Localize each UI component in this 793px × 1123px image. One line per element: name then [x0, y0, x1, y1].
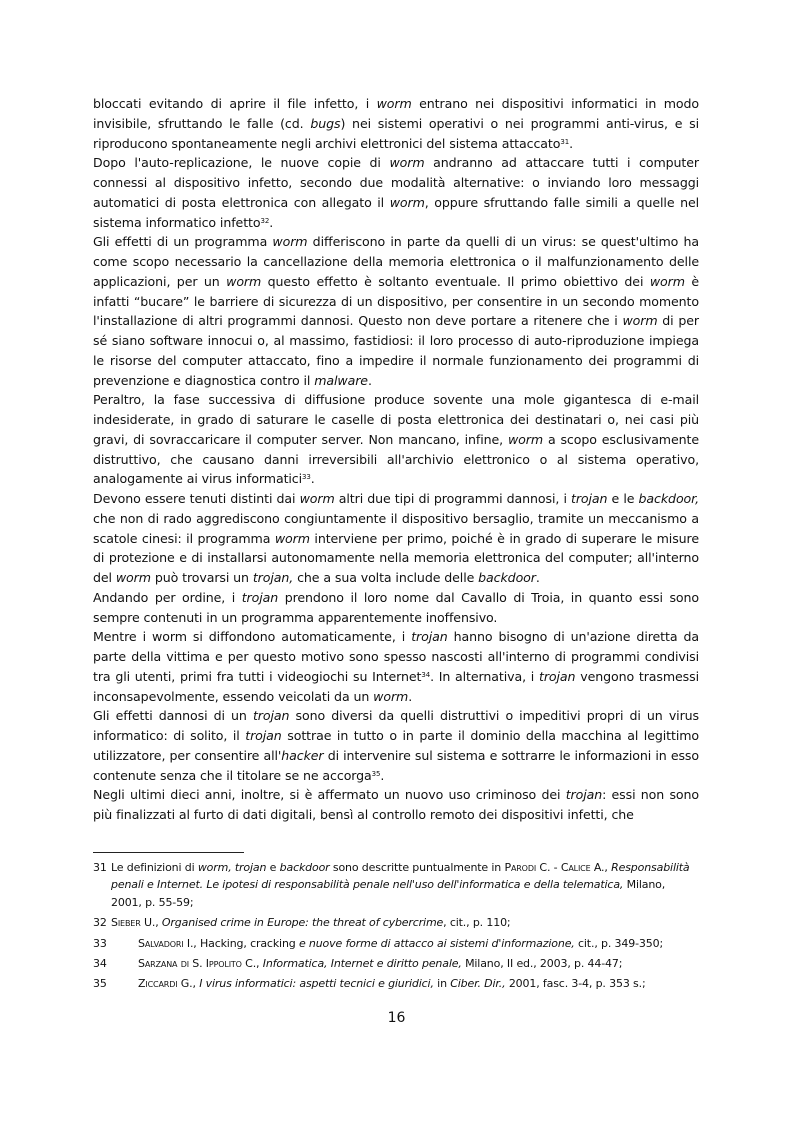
author-name: Sarzana di S. Ippolito: [138, 957, 242, 971]
text-run: Andando per ordine, i: [93, 589, 242, 605]
footnote-ref[interactable]: 32: [260, 216, 270, 225]
footnotes: [93, 859, 699, 996]
footnote-number: 31: [93, 861, 107, 874]
text-run: di per sé siano software innocui o, al massimo, fastidiosi: il loro processo di auto-riproduzione impiega le risorse del computer attaccato, fino a impedire il normale funzionamento dei programmi di prevenzione e diagnostica contro il: [93, 313, 699, 388]
italic-term: worm: [299, 491, 335, 506]
text-run: .: [310, 471, 315, 487]
text-run: , oppure sfruttando falle simili a quelle nel sistema informatico infetto: [93, 194, 699, 230]
footnote-31: [93, 859, 699, 911]
work-title: Informatica, Internet e diritto penale,: [262, 957, 462, 971]
italic-term: trojan,: [252, 570, 294, 585]
text-run: prendono il loro nome dal Cavallo di Troia, in quanto essi sono sempre contenuti in un programma apparentemente inoffensivo.: [93, 589, 699, 625]
text-run: : essi non sono più finalizzati al furto di dati digitali, bensì al controllo remoto dei dispositivi infetti, che: [93, 787, 699, 822]
italic-term: worm: [272, 234, 308, 250]
italic-term: backdoor: [279, 861, 330, 874]
italic-term: trojan: [245, 728, 282, 743]
italic-term: bugs: [310, 115, 341, 131]
text-run: .: [380, 767, 385, 783]
text-run: sono descritte puntualmente in: [329, 861, 505, 874]
italic-term: worm: [622, 313, 658, 329]
paragraph-2: [93, 153, 699, 232]
text-run: di intervenire sul sistema e sottrarre le informazioni in esso contenute senza che il titolare se ne accorga: [93, 747, 699, 783]
paragraph-5: [93, 489, 699, 588]
text-run: ) nei sistemi operativi o nei programmi anti-virus, e si riproducono spontaneamente negli archivi elettronici del sistema attaccato: [93, 115, 699, 151]
text-run: può trovarsi un: [150, 570, 253, 585]
work-title: e nuove forme di attacco ai sistemi d'informazione,: [298, 936, 575, 950]
text-run: .: [367, 372, 372, 388]
text-run: Gli effetti di un programma: [93, 234, 273, 250]
text-run: .: [569, 135, 573, 151]
footnote-number: 33: [93, 936, 107, 950]
paragraph-1: [93, 94, 699, 153]
paragraph-6: [93, 588, 699, 628]
footnote-34: [93, 955, 699, 972]
text-run: C. -: [536, 861, 561, 874]
paragraph-8: [93, 706, 699, 785]
italic-term: malware: [314, 372, 368, 388]
text-run: a scopo esclusivamente distruttivo, che causano danni irreversibili all'archivio elettronico o al sistema operativo, analogamente ai virus informatici: [93, 431, 699, 487]
footnote-number: 32: [93, 916, 107, 930]
paragraph-3: [93, 232, 699, 390]
italic-term: trojan: [565, 787, 603, 803]
text-run: Gli effetti dannosi di un: [93, 708, 253, 724]
text-run: Milano, 2001, p. 55-59;: [111, 878, 666, 909]
text-run: sottrae in tutto o in parte il dominio della macchina al legittimo utilizzatore, per consentire all': [93, 728, 699, 763]
italic-term: trojan: [252, 708, 290, 724]
italic-term: worm: [274, 530, 310, 546]
text-run: cit., p. 349-350;: [574, 936, 664, 950]
page-number: 16: [387, 1010, 406, 1026]
text-run: I., Hacking, cracking: [183, 936, 299, 950]
text-run: che a sua volta include delle: [293, 570, 479, 585]
text-run: differiscono in parte da quelli di un virus: se quest'ultimo ha come scopo necessario la cancellazione della memoria elettronica o il malfunzionamento delle applicazioni, per un: [93, 234, 699, 289]
italic-term: backdoor,: [638, 491, 699, 506]
text-run: C.,: [241, 957, 263, 971]
author-name: Salvadori: [138, 936, 184, 950]
body-text: [93, 94, 699, 825]
text-run: .: [269, 214, 274, 230]
text-run: A.,: [590, 861, 612, 874]
italic-term: worm: [226, 273, 262, 289]
paragraph-4: [93, 390, 699, 489]
text-run: Dopo l'auto-replicazione, le nuove copie di: [93, 155, 390, 171]
paragraph-7: [93, 627, 699, 706]
footnote-number: 35: [93, 977, 107, 991]
italic-term: worm: [507, 431, 544, 447]
text-run: Le definizioni di: [111, 861, 198, 874]
author-name: Ziccardi: [138, 977, 178, 991]
text-run: andranno ad attaccare tutti i computer connessi al dispositivo infetto, secondo due modalità alternative: o inviando loro messaggi automatici di posta elettronica con allegato il: [93, 155, 699, 210]
footnote-ref[interactable]: 31: [560, 137, 570, 146]
footnote-ref[interactable]: 34: [421, 670, 431, 679]
text-run: sono diversi da quelli distruttivi o impeditivi propri di un virus informatico: di solito, il: [93, 708, 699, 743]
text-run: altri due tipi di programmi dannosi, i: [334, 491, 571, 506]
text-run: hanno bisogno di un'azione diretta da parte della vittima e per questo motivo sono spesso nascosti all'interno di programmi condivisi tra gli utenti, primi fra tutti i videogiochi su Internet: [93, 629, 699, 684]
italic-term: worm: [373, 688, 409, 704]
text-run: è infatti “bucare” le barriere di sicurezza di un dispositivo, per consentire in un secondo momento l'installazione di altri programmi dannosi. Questo non deve portare a ritenere che i: [93, 273, 699, 329]
italic-term: backdoor: [478, 570, 536, 585]
footnote-32: [93, 914, 699, 931]
text-run: e le: [607, 491, 639, 506]
text-run: .: [408, 688, 413, 704]
text-run: , cit., p. 110;: [443, 916, 511, 930]
text-run: in: [433, 977, 451, 991]
italic-term: trojan: [241, 589, 279, 605]
italic-term: trojan: [411, 629, 448, 645]
journal-title: Ciber. Dir.,: [450, 977, 506, 991]
text-run: .: [535, 570, 540, 585]
footnote-33: [93, 935, 699, 952]
text-run: . In alternativa, i: [430, 668, 539, 684]
text-run: e: [266, 861, 280, 874]
footnote-ref[interactable]: 35: [371, 769, 381, 778]
text-run: Peraltro, la fase successiva di diffusione produce sovente una mole gigantesca di e-mail indesiderate, in grado di saturare le caselle di posta elettronica dei destinatari o, nei casi più gravi, di sovraccaricare il computer server. Non mancano, infine,: [93, 392, 699, 447]
italic-term: trojan: [570, 491, 608, 506]
text-run: G.,: [177, 977, 200, 991]
footnote-separator: [93, 852, 244, 853]
italic-term: hacker: [281, 747, 324, 763]
text-run: Milano, II ed., 2003, p. 44-47;: [461, 957, 623, 971]
italic-term: trojan: [539, 668, 576, 684]
author-name: Calice: [560, 861, 591, 874]
text-run: 2001, fasc. 3-4, p. 353 s.;: [505, 977, 646, 991]
footnote-number: 34: [93, 957, 107, 971]
text-run: interviene per primo, poiché è in grado di superare le misure di protezione e di installarsi autonomamente nella memoria elettronica del computer; all'interno del: [93, 530, 699, 585]
footnote-35: [93, 975, 699, 992]
work-title: I virus informatici: aspetti tecnici e giuridici,: [199, 977, 434, 991]
text-run: entrano nei dispositivi informatici in modo invisibile, sfruttando le falle (cd.: [93, 96, 699, 131]
text-run: che non di rado aggrediscono congiuntamente il dispositivo bersaglio, tramite un meccanismo a scatole cinesi: il programma: [93, 510, 699, 546]
italic-term: worm: [649, 273, 685, 289]
italic-term: worm, trojan: [197, 861, 267, 874]
text-run: bloccati evitando di aprire il file infetto, i: [93, 96, 377, 111]
text-run: questo effetto è soltanto eventuale. Il primo obiettivo dei: [261, 273, 650, 289]
work-title: Organised crime in Europe: the threat of cybercrime: [161, 916, 444, 930]
italic-term: worm: [389, 155, 425, 171]
text-run: Negli ultimi dieci anni, inoltre, si è affermato un nuovo uso criminoso dei: [93, 787, 566, 803]
text-run: Devono essere tenuti distinti dai: [93, 491, 300, 506]
italic-term: worm: [389, 194, 425, 210]
italic-term: worm: [115, 570, 151, 585]
italic-term: worm: [376, 96, 412, 111]
author-name: Sieber: [111, 916, 141, 930]
footnote-ref[interactable]: 33: [302, 473, 311, 482]
author-name: Parodi: [504, 861, 537, 874]
text-run: vengono trasmessi inconsapevolmente, essendo veicolati da un: [93, 668, 700, 704]
text-run: Mentre i worm si diffondono automaticamente, i: [93, 629, 412, 645]
work-title: Responsabilità penali e Internet. Le ipotesi di responsabilità penale nell'uso dell'informatica e della telematica,: [111, 861, 690, 892]
paragraph-9: [93, 785, 699, 825]
text-run: U.,: [140, 916, 162, 930]
